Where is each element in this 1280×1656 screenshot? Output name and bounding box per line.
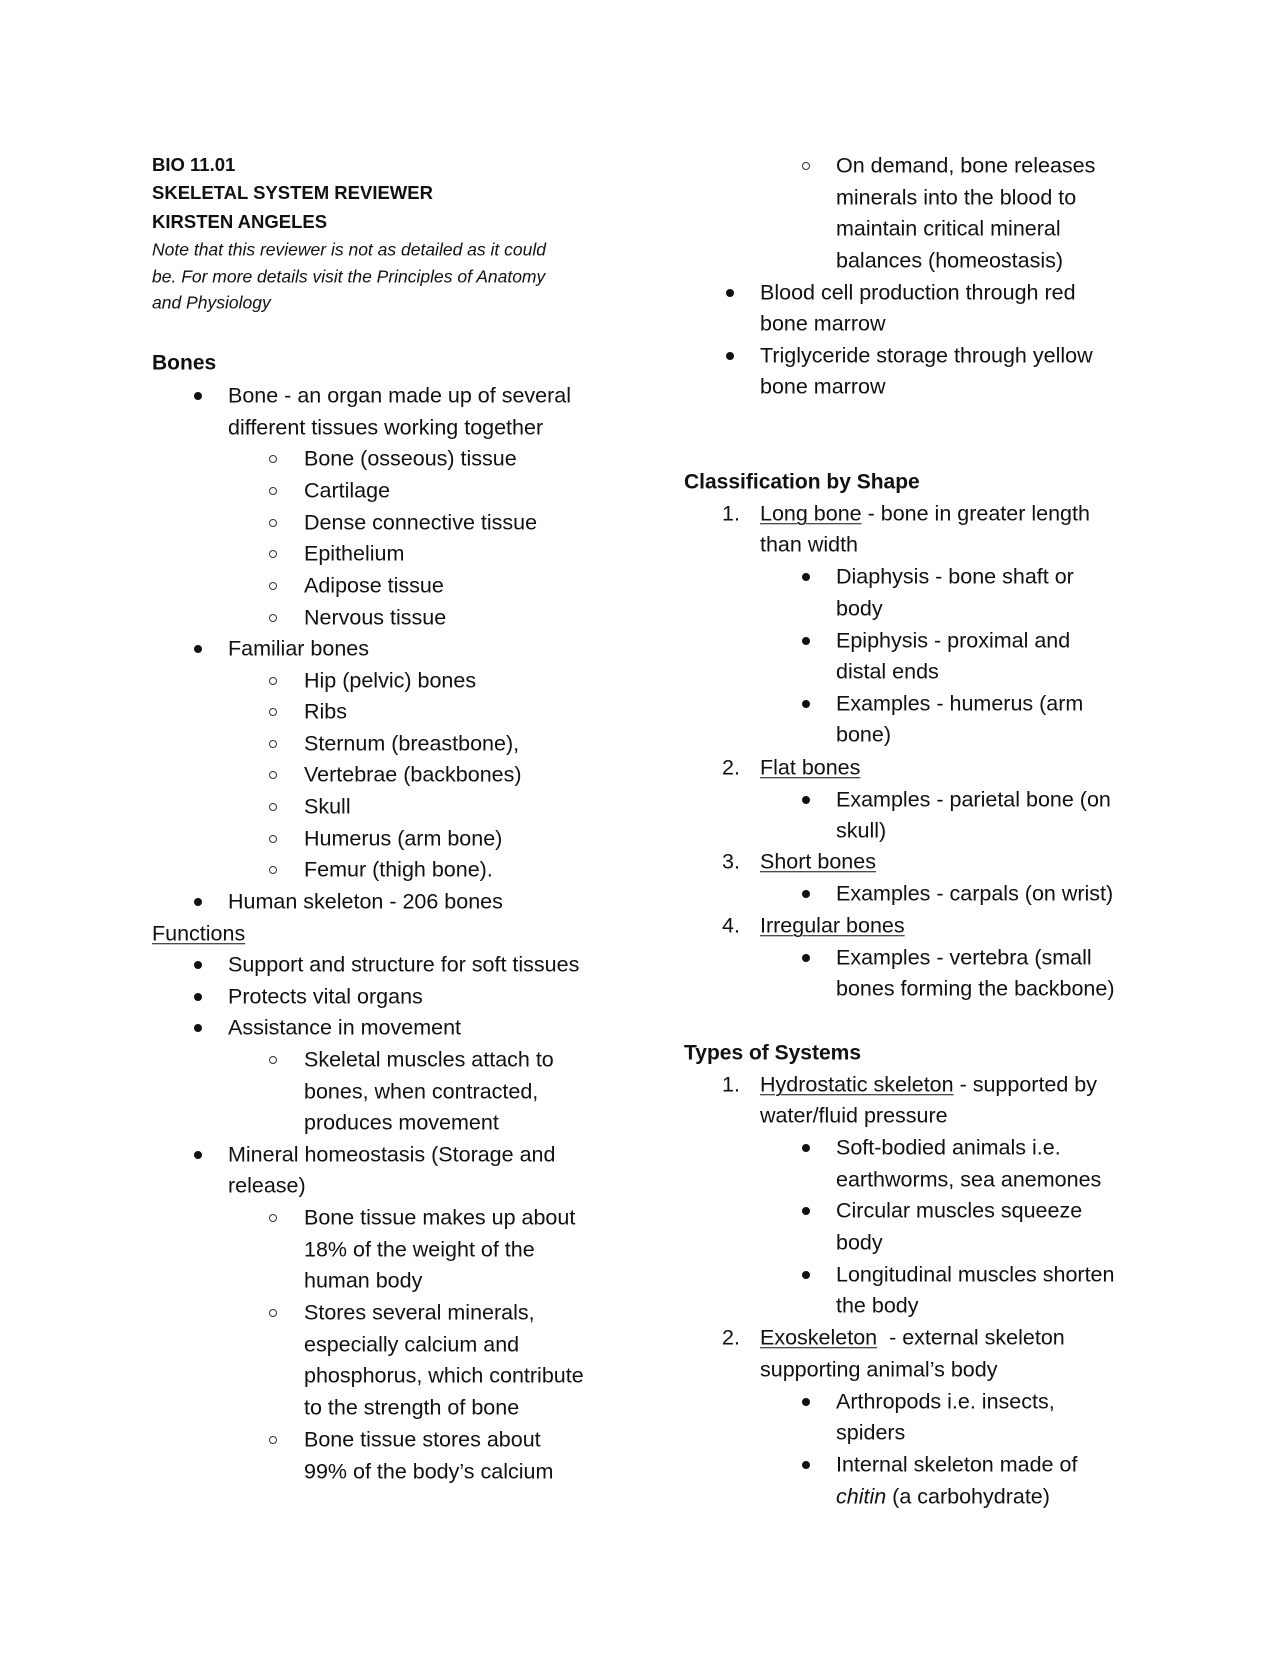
- hollow-bullet-icon: [269, 677, 277, 685]
- list-item: Mineral homeostasis (Storage and: [228, 1142, 556, 1167]
- list-item-cont: bone marrow: [760, 311, 886, 336]
- list-item: Bone (osseous) tissue: [304, 446, 517, 471]
- section-heading-classification: Classification by Shape: [684, 470, 920, 494]
- bullet-icon: [802, 1207, 810, 1215]
- list-number: 1.: [722, 501, 740, 526]
- hollow-bullet-icon: [269, 835, 277, 843]
- list-item-cont: produces movement: [304, 1110, 499, 1135]
- hollow-bullet-icon: [269, 771, 277, 779]
- hollow-bullet-icon: [269, 614, 277, 622]
- bullet-icon: [194, 961, 202, 969]
- list-item: Epiphysis - proximal and: [836, 628, 1071, 653]
- bullet-icon: [802, 573, 810, 581]
- list-item-cont: [836, 1486, 1050, 1508]
- list-item: Nervous tissue: [304, 605, 447, 630]
- list-item: Arthropods i.e. insects,: [836, 1389, 1055, 1414]
- hollow-bullet-icon: [802, 162, 810, 170]
- list-item: Triglyceride storage through yellow: [760, 343, 1093, 368]
- list-item: Examples - vertebra (small: [836, 945, 1092, 970]
- term-flat-bones: Flat bones: [760, 755, 861, 780]
- list-item: Human skeleton - 206 bones: [228, 889, 503, 914]
- list-item-cont: bone marrow: [760, 374, 886, 399]
- hollow-bullet-icon: [269, 1309, 277, 1317]
- list-item-cont: different tissues working together: [228, 415, 544, 440]
- hollow-bullet-icon: [269, 519, 277, 527]
- list-item: Assistance in movement: [228, 1015, 462, 1040]
- term-hydrostatic-skeleton: Hydrostatic skeleton: [760, 1072, 954, 1097]
- list-number: 2.: [722, 1325, 740, 1350]
- list-number: 1.: [722, 1072, 740, 1097]
- hollow-bullet-icon: [269, 803, 277, 811]
- term-short-bones: Short bones: [760, 849, 876, 874]
- list-item: Circular muscles squeeze: [836, 1198, 1083, 1223]
- italic-term-chitin: chitin: [836, 1484, 887, 1509]
- bullet-icon: [194, 645, 202, 653]
- list-item-cont: minerals into the blood to: [836, 185, 1077, 210]
- list-item: [760, 1074, 1097, 1096]
- bullet-icon: [802, 1144, 810, 1152]
- list-item: Bone tissue stores about: [304, 1427, 541, 1452]
- definition: - supported by: [953, 1072, 1098, 1097]
- definition: (a carbohydrate): [886, 1484, 1050, 1509]
- list-item-cont: bones, when contracted,: [304, 1079, 539, 1104]
- list-number: 2.: [722, 755, 740, 780]
- list-item: Femur (thigh bone).: [304, 857, 493, 882]
- list-item-cont: balances (homeostasis): [836, 248, 1064, 273]
- hollow-bullet-icon: [269, 1214, 277, 1222]
- list-item-cont: body: [836, 1230, 883, 1255]
- list-item-cont: bones forming the backbone): [836, 976, 1115, 1001]
- list-item-cont: human body: [304, 1268, 423, 1293]
- list-item-cont: than width: [760, 532, 859, 557]
- list-item-cont: 18% of the weight of the: [304, 1237, 535, 1262]
- list-item: Examples - parietal bone (on: [836, 787, 1111, 812]
- list-item: Blood cell production through red: [760, 280, 1076, 305]
- list-item: Longitudinal muscles shorten: [836, 1262, 1115, 1287]
- list-item: Ribs: [304, 699, 348, 724]
- list-item: Sternum (breastbone),: [304, 731, 520, 756]
- list-item-cont: supporting animal’s body: [760, 1357, 998, 1382]
- list-item: Examples - carpals (on wrist): [836, 881, 1114, 906]
- list-item: [760, 1327, 1065, 1349]
- list-item: Adipose tissue: [304, 573, 444, 598]
- list-item: On demand, bone releases: [836, 153, 1096, 178]
- bullet-icon: [194, 1024, 202, 1032]
- note-line: and Physiology: [152, 292, 271, 313]
- definition: - external skeleton: [877, 1325, 1065, 1350]
- list-item-cont: the body: [836, 1293, 919, 1318]
- bullet-icon: [194, 993, 202, 1001]
- list-item-cont: distal ends: [836, 659, 939, 684]
- list-item: [760, 503, 1090, 525]
- list-item: Epithelium: [304, 541, 405, 566]
- course-code: BIO 11.01: [152, 153, 236, 175]
- section-heading-functions: Functions: [152, 921, 246, 946]
- bullet-icon: [802, 637, 810, 645]
- list-item: Bone - an organ made up of several: [228, 383, 572, 408]
- list-item: Skeletal muscles attach to: [304, 1047, 554, 1072]
- list-item-cont: skull): [836, 818, 887, 843]
- note-line: be. For more details visit the Principles of Anatomy: [152, 266, 546, 287]
- note-line: Note that this reviewer is not as detailed as it could: [152, 239, 546, 260]
- list-item: Support and structure for soft tissues: [228, 952, 580, 977]
- hollow-bullet-icon: [269, 582, 277, 590]
- hollow-bullet-icon: [269, 740, 277, 748]
- bullet-icon: [802, 1398, 810, 1406]
- list-item: Soft-bodied animals i.e.: [836, 1135, 1061, 1160]
- list-item-cont: 99% of the body’s calcium: [304, 1459, 554, 1484]
- list-item: Skull: [304, 794, 351, 819]
- list-item: Hip (pelvic) bones: [304, 668, 477, 693]
- hollow-bullet-icon: [269, 487, 277, 495]
- term-irregular-bones: Irregular bones: [760, 913, 905, 938]
- bullet-icon: [194, 392, 202, 400]
- bullet-icon: [802, 1461, 810, 1469]
- list-item-cont: especially calcium and: [304, 1332, 520, 1357]
- hollow-bullet-icon: [269, 1436, 277, 1444]
- definition: - bone in greater length: [861, 501, 1090, 526]
- list-item: Dense connective tissue: [304, 510, 538, 535]
- term-long-bone: Long bone: [760, 501, 862, 526]
- bullet-icon: [802, 796, 810, 804]
- list-item-cont: to the strength of bone: [304, 1395, 520, 1420]
- list-number: 4.: [722, 913, 740, 938]
- list-item: Bone tissue makes up about: [304, 1205, 576, 1230]
- list-item-cont: water/fluid pressure: [760, 1103, 948, 1128]
- hollow-bullet-icon: [269, 455, 277, 463]
- section-heading-systems: Types of Systems: [684, 1041, 862, 1065]
- hollow-bullet-icon: [269, 866, 277, 874]
- term-exoskeleton: Exoskeleton: [760, 1325, 878, 1350]
- bullet-icon: [726, 289, 734, 297]
- list-item: Vertebrae (backbones): [304, 762, 522, 787]
- list-item: Diaphysis - bone shaft or: [836, 564, 1074, 589]
- list-item: Internal skeleton made of: [836, 1452, 1078, 1477]
- list-item-cont: release): [228, 1173, 306, 1198]
- bullet-icon: [726, 352, 734, 360]
- list-item: Familiar bones: [228, 636, 369, 661]
- list-item-cont: body: [836, 596, 883, 621]
- list-item: Humerus (arm bone): [304, 826, 503, 851]
- bullet-icon: [194, 1151, 202, 1159]
- hollow-bullet-icon: [269, 708, 277, 716]
- list-item: Stores several minerals,: [304, 1300, 535, 1325]
- hollow-bullet-icon: [269, 550, 277, 558]
- hollow-bullet-icon: [269, 1056, 277, 1064]
- list-item-cont: bone): [836, 722, 891, 747]
- author-name: KIRSTEN ANGELES: [152, 210, 328, 232]
- document-title: SKELETAL SYSTEM REVIEWER: [152, 181, 433, 203]
- list-item: Cartilage: [304, 478, 391, 503]
- list-item-cont: maintain critical mineral: [836, 216, 1061, 241]
- list-item-cont: spiders: [836, 1420, 906, 1445]
- list-item-cont: earthworms, sea anemones: [836, 1167, 1102, 1192]
- list-item: Examples - humerus (arm: [836, 691, 1084, 716]
- list-item: Protects vital organs: [228, 984, 423, 1009]
- bullet-icon: [802, 700, 810, 708]
- section-heading-bones: Bones: [152, 351, 217, 375]
- list-number: 3.: [722, 849, 740, 874]
- bullet-icon: [802, 890, 810, 898]
- bullet-icon: [802, 1271, 810, 1279]
- list-item-cont: phosphorus, which contribute: [304, 1363, 584, 1388]
- bullet-icon: [802, 954, 810, 962]
- bullet-icon: [194, 898, 202, 906]
